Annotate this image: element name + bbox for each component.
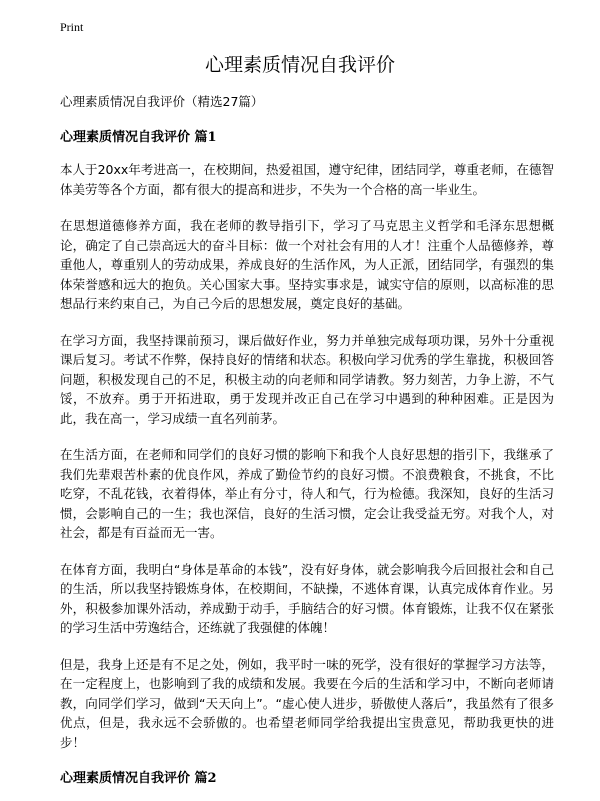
document-subtitle: 心理素质情况自我评价（精选27篇） xyxy=(60,94,264,109)
document-title: 心理素质情况自我评价 xyxy=(204,54,395,76)
paragraph-intro: 本人于20xx年考进高一，在校期间，热爱祖国，遵守纪律，团结同学，尊重老师，在德智体美劳等各个方面，都有很大的提高和进步，不失为一个合格的高一毕业生。 xyxy=(60,162,554,197)
paragraph-life: 在生活方面，在老师和同学们的良好习惯的影响下和我个人良好思想的指引下，我继承了我们先辈艰苦朴素的优良作风，养成了勤俭节约的良好习惯。不浪费粮食，不挑食，不比吃穿，不乱花钱，衣着得体，举止有分寸，待人和气，行为检德。我深知，良好的生活习惯，会影响自己的一生；我也深信，良好的生活习惯，定会让我受益无穷。对我个人，对社会，都是有百益而无一害。 xyxy=(60,447,554,540)
paragraph-study: 在学习方面，我坚持课前预习，课后做好作业，努力并单独完成每项功课，另外十分重视课后复习。考试不作弊，保持良好的情绪和状态。积极向学习优秀的学生靠拢，积极回答问题，积极发现自己的不足，积极主动的向老师和同学请教。努力刻苦，力争上游，不气馁，不放弃。勇于开拓进取，勇于发现并改正自己在学习中遇到的种种困难。正是因为此，我在高一，学习成绩一直名列前茅。 xyxy=(60,332,554,426)
paragraph-ideology: 在思想道德修养方面，我在老师的教导指引下，学习了马克思主义哲学和毛泽东思想概论，确定了自己崇高远大的奋斗目标：做一个对社会有用的人才！注重个人品德修养，尊重他人，尊重别人的劳动成果，养成良好的生活作风，为人正派，团结同学，有强烈的集体荣誉感和远大的抱负。关心国家大事。坚持实事求是，诚实守信的原则，以高标准的思想品行来约束自己，为自己今后的思想发展，奠定良好的基础。 xyxy=(60,218,554,311)
section-heading-2: 心理素质情况自我评价 篇2 xyxy=(60,771,217,786)
section-heading-1: 心理素质情况自我评价 篇1 xyxy=(60,130,217,145)
paragraph-sports: 在体育方面，我明白“身体是革命的本钱”，没有好身体，就会影响我今后回报社会和自己的生活，所以我坚持锻炼身体，在校期间，不缺操，不逃体育课，认真完成体育作业。另外，积极参加课外活动，养成勤于动手，手脑结合的好习惯。体育锻炼，让我不仅在紧张的学习生活中劳逸结合，还练就了我强健的体魄！ xyxy=(60,561,554,635)
print-link[interactable]: Print xyxy=(60,20,84,34)
document-body xyxy=(60,92,554,801)
paragraph-shortcomings: 但是，我身上还是有不足之处，例如，我平时一味的死学，没有很好的掌握学习方法等，在一定程度上，也影响到了我的成绩和发展。我要在今后的生活和学习中，不断向老师请教，向同学们学习，做到“天天向上”。“虚心使人进步，骄傲使人落后”，我虽然有了很多优点，但是，我永远不会骄傲的。也希望老师同学给我提出宝贵意见，帮助我更快的进步！ xyxy=(60,656,554,750)
